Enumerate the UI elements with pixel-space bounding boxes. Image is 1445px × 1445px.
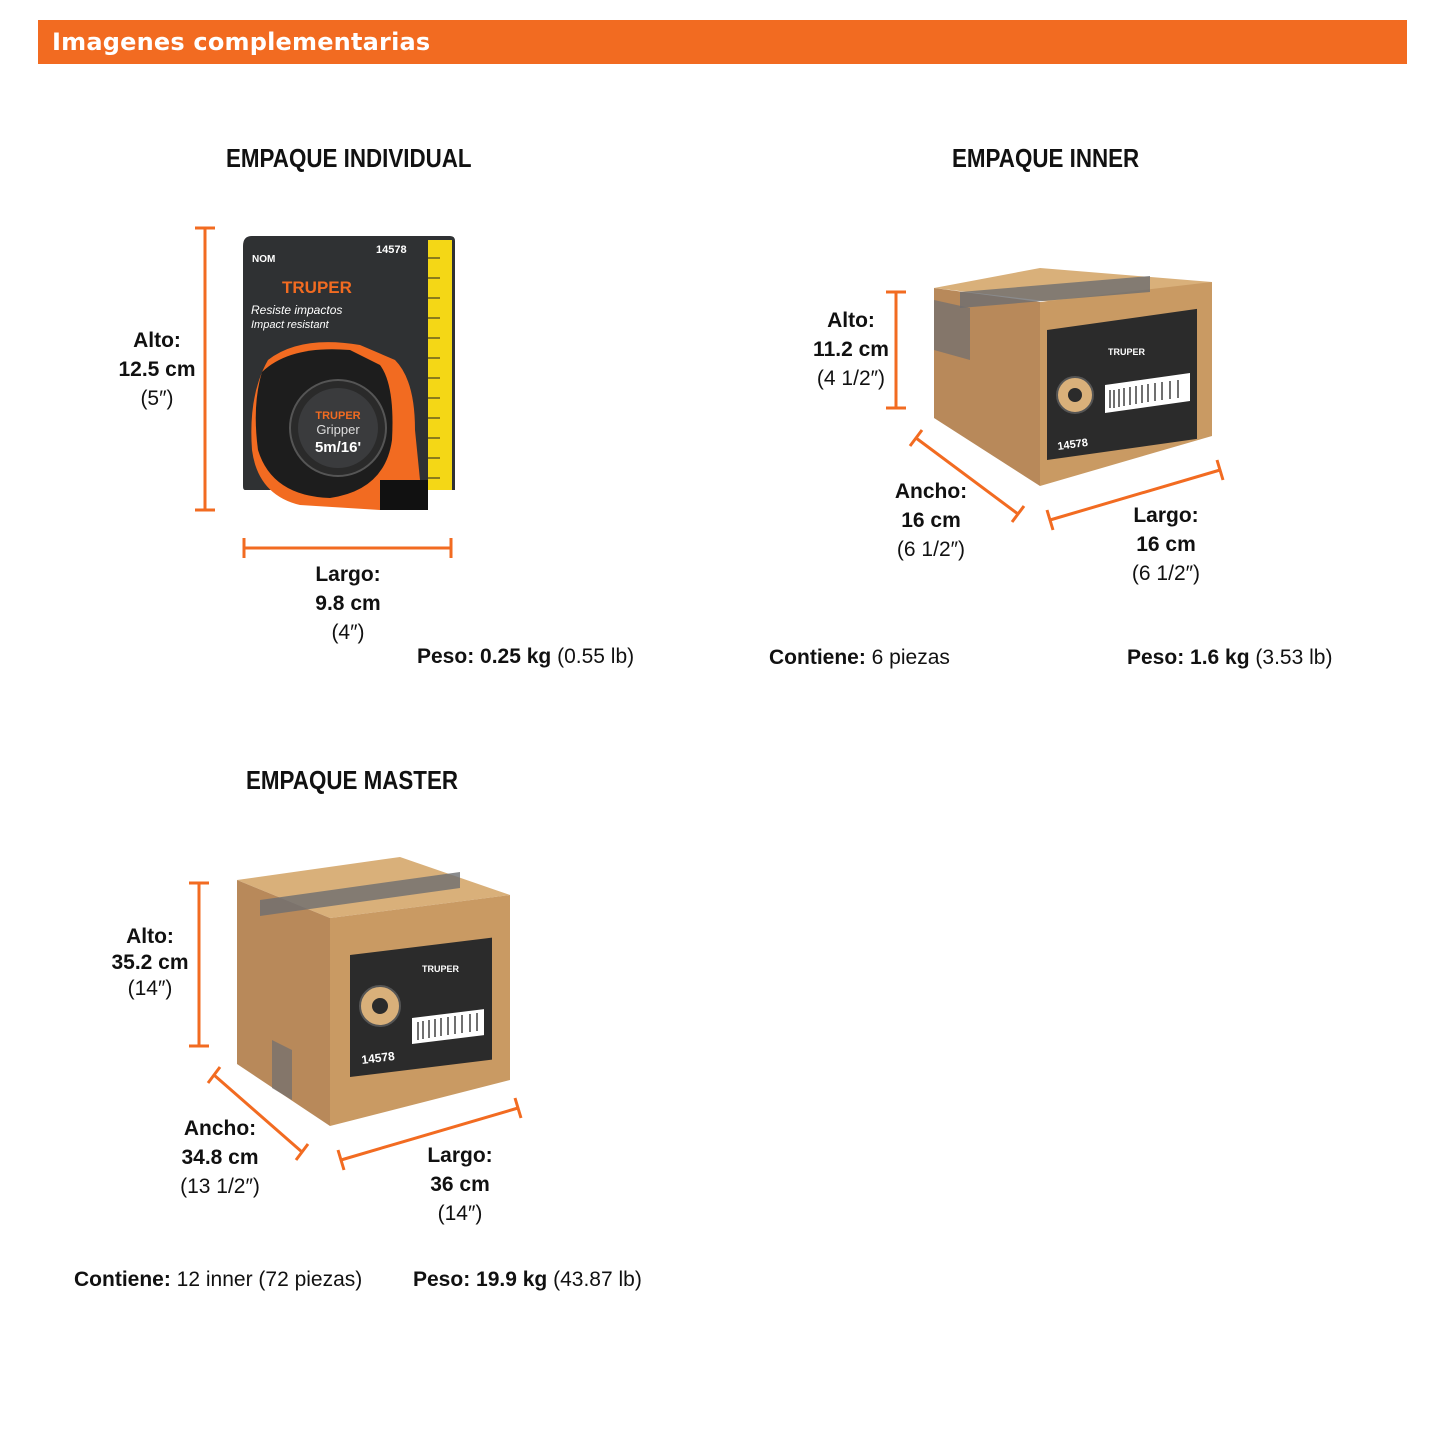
brand-logo: TRUPER xyxy=(282,278,352,297)
master-peso-extra: (43.87 lb) xyxy=(553,1268,642,1291)
individual-alto-inches: (5″) xyxy=(140,387,174,410)
master-title: EMPAQUE MASTER xyxy=(246,765,459,795)
product-line2: Impact resistant xyxy=(251,319,329,331)
master-alto-label: Alto: xyxy=(126,925,174,948)
individual-peso xyxy=(417,645,634,669)
dial-brand: TRUPER xyxy=(315,410,361,422)
inner-alto-label: Alto: xyxy=(827,309,875,332)
master-alto-inches: (14″) xyxy=(127,977,173,1000)
inner-title: EMPAQUE INNER xyxy=(952,143,1140,173)
individual-alto-label: Alto: xyxy=(133,329,181,352)
individual-largo-inches: (4″) xyxy=(331,621,365,644)
tape-measure-package xyxy=(243,236,455,510)
inner-contiene xyxy=(769,646,950,670)
individual-largo xyxy=(288,560,408,647)
inner-ancho-inches: (6 1/2″) xyxy=(896,538,966,561)
individual-alto-value: 12.5 cm xyxy=(118,358,196,381)
master-peso xyxy=(413,1268,642,1292)
master-ancho-value: 34.8 cm xyxy=(181,1146,259,1169)
inner-ancho xyxy=(876,477,986,564)
master-peso-label: Peso: xyxy=(413,1268,471,1291)
inner-contiene-label: Contiene: xyxy=(769,646,866,669)
inner-largo xyxy=(1111,501,1221,588)
product-code: 14578 xyxy=(376,244,407,256)
master-largo-label: Largo: xyxy=(427,1144,493,1167)
individual-largo-value: 9.8 cm xyxy=(315,592,381,615)
inner-box-brand: TRUPER xyxy=(1108,347,1146,357)
product-line1: Resiste impactos xyxy=(251,303,343,317)
dial-name: Gripper xyxy=(316,422,360,437)
inner-ancho-label: Ancho: xyxy=(894,480,968,503)
master-box-brand: TRUPER xyxy=(422,964,460,974)
inner-largo-label: Largo: xyxy=(1133,504,1199,527)
inner-alto xyxy=(796,306,906,393)
individual-largo-label: Largo: xyxy=(315,563,381,586)
inner-box-code: 14578 xyxy=(1056,436,1089,453)
master-largo-inches: (14″) xyxy=(437,1202,483,1225)
inner-contiene-value: 6 piezas xyxy=(871,646,950,669)
inner-peso-extra: (3.53 lb) xyxy=(1255,646,1333,669)
inner-ancho-value: 16 cm xyxy=(901,509,961,532)
master-alto-value: 35.2 cm xyxy=(111,951,189,974)
individual-peso-label: Peso: xyxy=(417,645,475,668)
master-ancho xyxy=(160,1114,280,1201)
inner-largo-value: 16 cm xyxy=(1136,533,1196,556)
master-contiene-label: Contiene: xyxy=(74,1268,171,1291)
individual-peso-value: 0.25 kg xyxy=(480,645,552,668)
master-largo xyxy=(405,1141,515,1228)
inner-alto-value: 11.2 cm xyxy=(813,338,889,361)
master-box xyxy=(237,857,510,1126)
section-header-title: Imagenes complementarias xyxy=(52,28,431,56)
nom-mark: NOM xyxy=(252,254,276,265)
master-ancho-inches: (13 1/2″) xyxy=(180,1175,260,1198)
dial-size: 5m/16' xyxy=(314,439,362,456)
individual-alto xyxy=(102,326,212,413)
master-alto xyxy=(95,924,205,1002)
inner-box xyxy=(934,268,1212,486)
individual-title: EMPAQUE INDIVIDUAL xyxy=(226,143,472,173)
inner-alto-inches: (4 1/2″) xyxy=(816,367,886,390)
inner-peso xyxy=(1127,646,1332,670)
master-largo-value: 36 cm xyxy=(430,1173,490,1196)
inner-largo-inches: (6 1/2″) xyxy=(1131,562,1201,585)
individual-peso-extra: (0.55 lb) xyxy=(557,645,635,668)
inner-peso-value: 1.6 kg xyxy=(1190,646,1250,669)
master-ancho-label: Ancho: xyxy=(183,1117,257,1140)
master-peso-value: 19.9 kg xyxy=(476,1268,548,1291)
inner-peso-label: Peso: xyxy=(1127,646,1185,669)
master-contiene xyxy=(74,1268,362,1292)
master-contiene-value: 12 inner (72 piezas) xyxy=(176,1268,363,1291)
master-box-code: 14578 xyxy=(360,1049,396,1067)
